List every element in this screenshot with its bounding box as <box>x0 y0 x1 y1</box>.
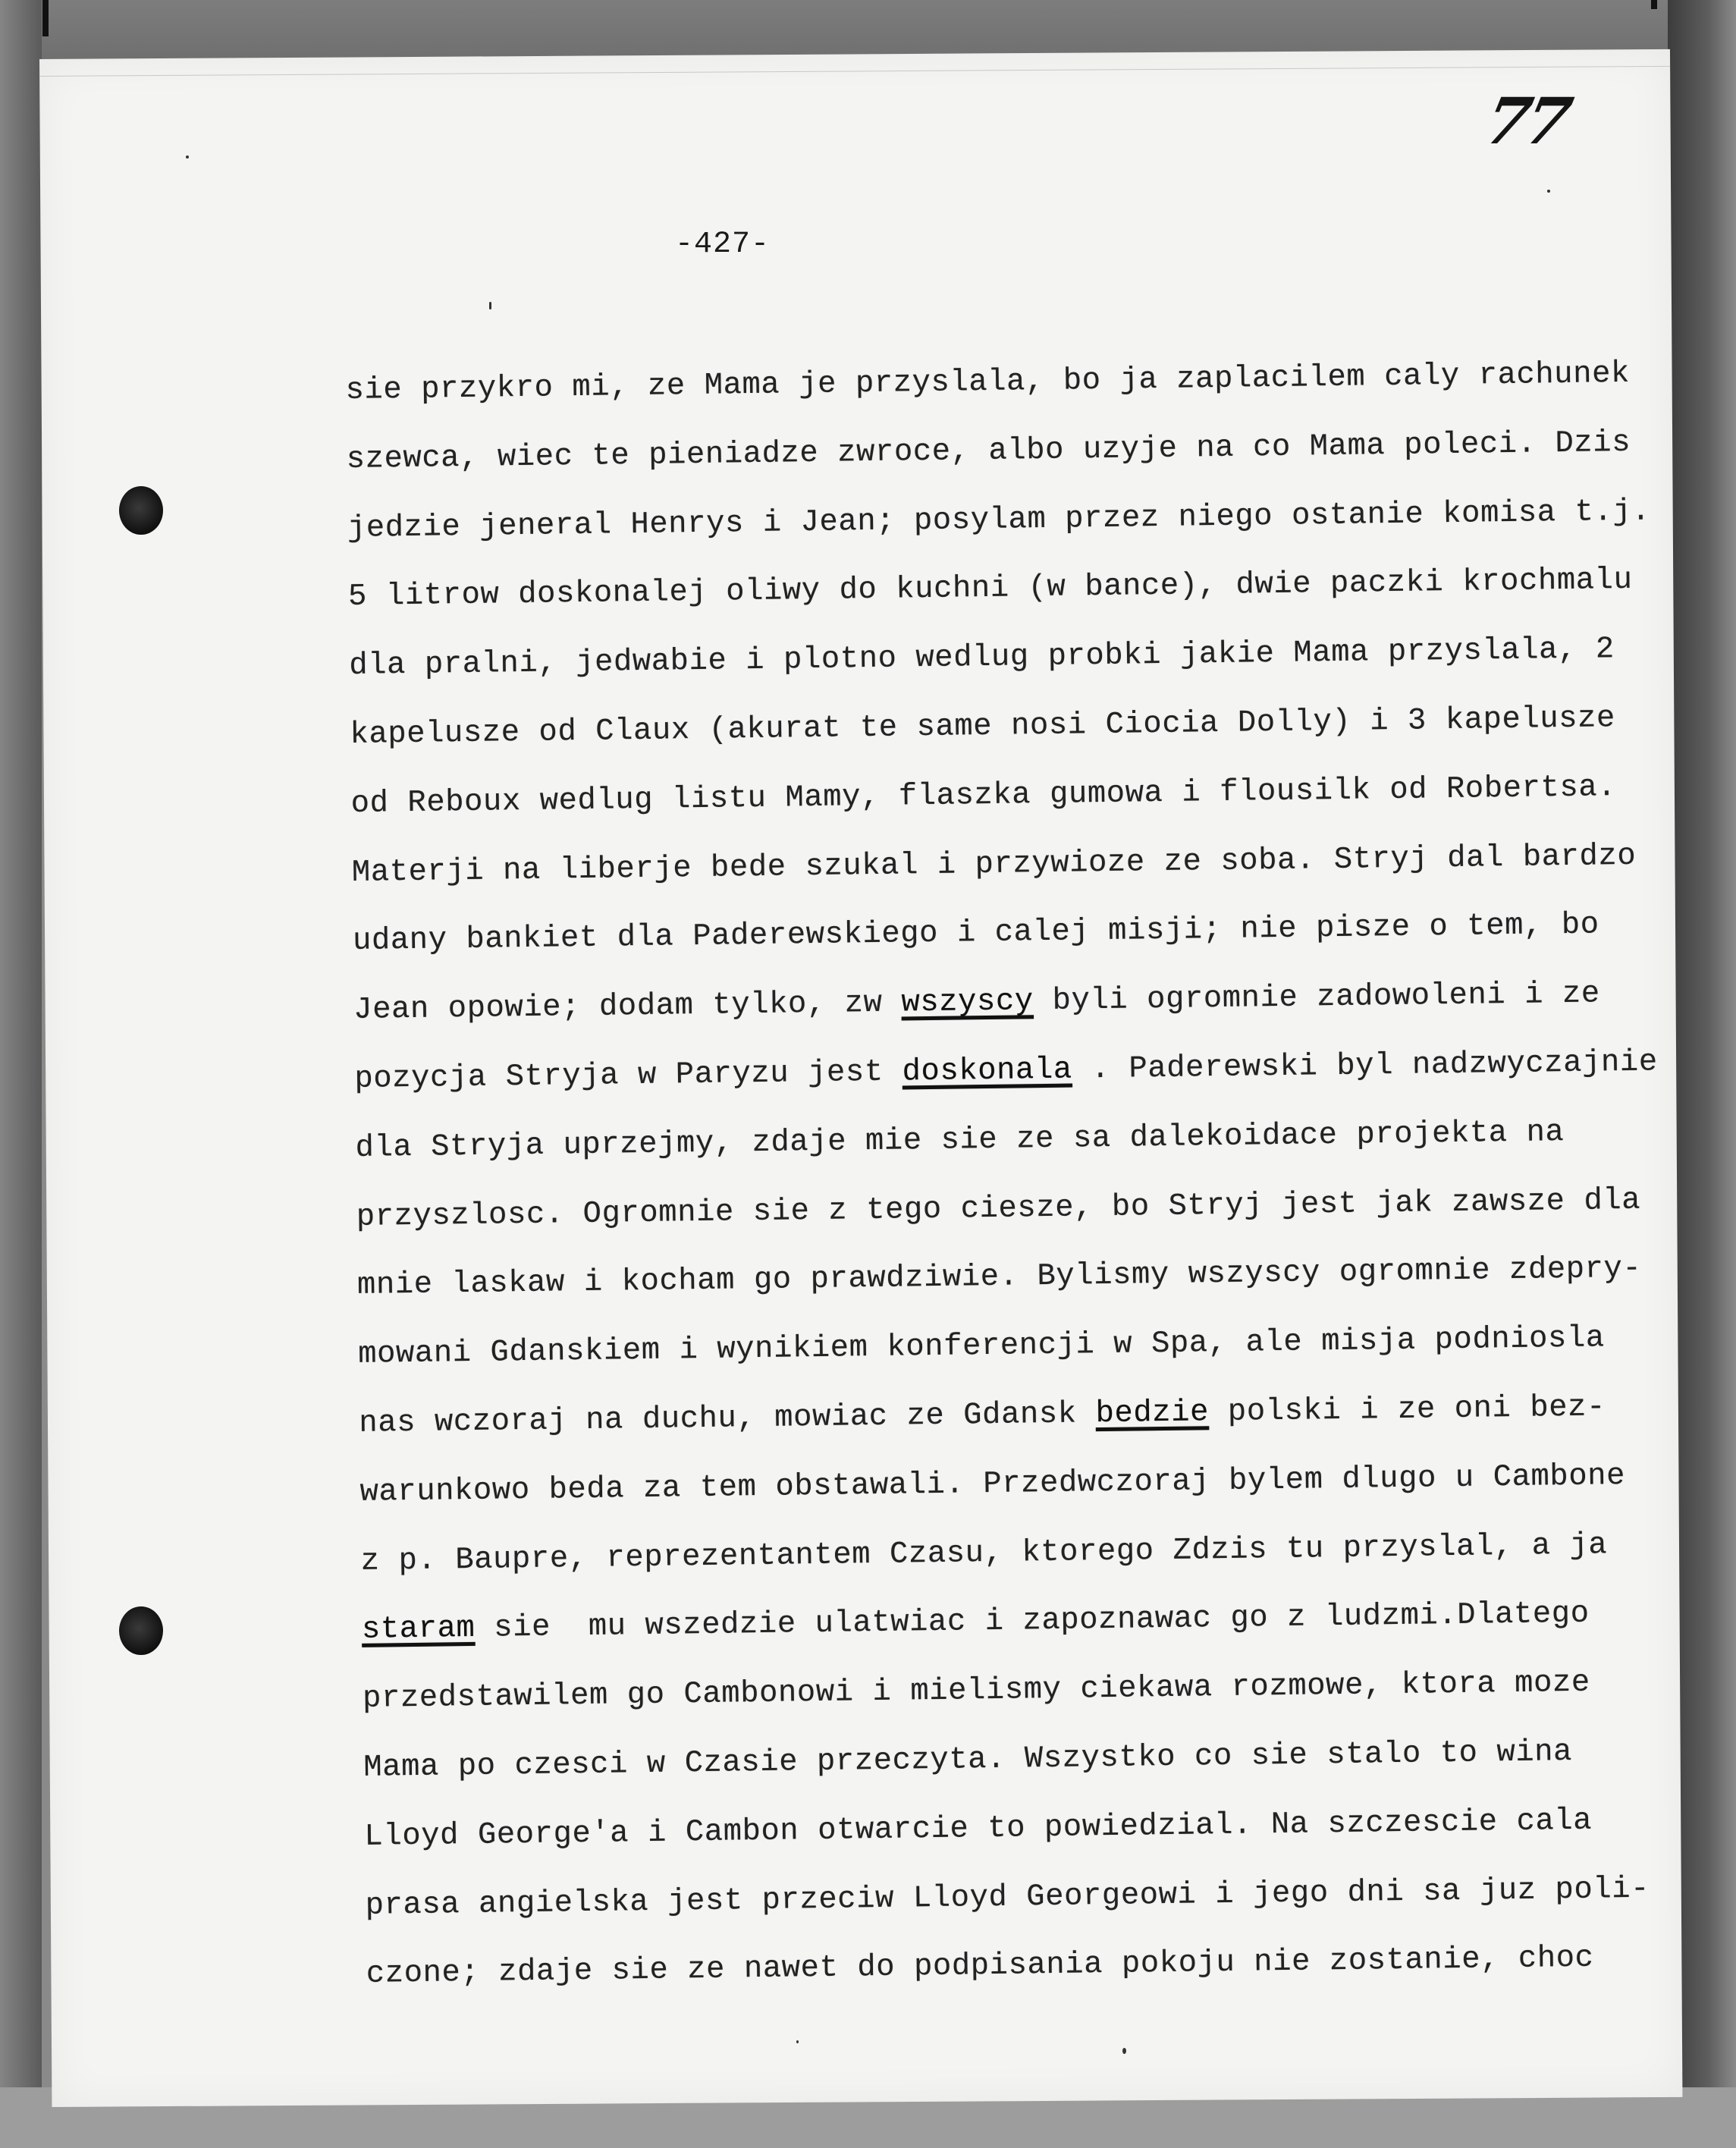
text-line: czone; zdaje sie ze nawet do podpisania pokoju nie zostanie, choc <box>366 1940 1594 1993</box>
text-line: od Reboux wedlug listu Mamy, flaszka gumowa i flousilk od Robertsa. <box>350 769 1617 821</box>
text-line: mnie laskaw i kocham go prawdziwie. Bylismy wszyscy ogromnie zdepry- <box>356 1251 1642 1304</box>
text-segment: polski i ze oni bez- <box>1208 1390 1606 1430</box>
text-line: przedstawilem go Cambonowi i mielismy ciekawa rozmowe, ktora moze <box>362 1665 1591 1716</box>
text-segment: nas wczoraj na duchu, mowiac ze Gdansk <box>359 1396 1096 1441</box>
punch-hole-upper <box>119 486 163 535</box>
text-segment: Jean opowie; dodam tylko, zw <box>353 985 902 1028</box>
text-line: dla Stryja uprzejmy, zdaje mie sie ze sa dalekoidace projekta na <box>355 1114 1565 1166</box>
underlined-word: bedzie <box>1095 1395 1210 1432</box>
scan-speck <box>1122 2048 1126 2054</box>
text-line: warunkowo beda za tem obstawali. Przedwczoraj bylem dlugo u Cambone <box>359 1458 1626 1510</box>
text-line: prasa angielska jest przeciw Lloyd Georgeowi i jego dni sa juz poli- <box>365 1871 1650 1923</box>
underlined-word: staram <box>361 1611 476 1648</box>
punch-hole-lower <box>119 1606 163 1655</box>
scan-speck <box>1547 190 1550 193</box>
scan-speck <box>186 155 189 159</box>
underlined-word: wszyscy <box>901 984 1034 1021</box>
text-line: przyszlosc. Ogromnie sie z tego ciesze, bo Stryj jest jak zawsze dla <box>356 1182 1641 1235</box>
text-line: Mama po czesci w Czasie przeczyta. Wszystko co sie stalo to wina <box>363 1734 1573 1785</box>
text-line: szewca, wiec te pieniadze zwroce, albo uzyje na co Mama poleci. Dzis <box>346 425 1631 477</box>
scan-speck <box>489 302 491 309</box>
scan-speck <box>796 2040 799 2043</box>
handwritten-folio-number: 77 <box>1478 83 1574 159</box>
text-line: Lloyd George'a i Cambon otwarcie to powiedzial. Na szczescie cala <box>364 1803 1593 1854</box>
text-segment: sie mu wszedzie ulatwiac i zapoznawac go z ludzmi.Dlatego <box>475 1597 1590 1647</box>
text-line: udany bankiet dla Paderewskiego i calej misji; nie pisze o tem, bo <box>352 907 1599 959</box>
text-line: jedzie jeneral Henrys i Jean; posylam przez niego ostanie komisa t.j. <box>347 494 1651 546</box>
page-top-rule <box>39 66 1670 77</box>
letter-body <box>345 339 1686 2009</box>
text-segment: pozycja Stryja w Paryzu jest <box>354 1054 903 1097</box>
underlined-word: doskonala <box>902 1052 1073 1090</box>
crop-mark-top-left <box>42 0 49 36</box>
text-line: 5 litrow doskonalej oliwy do kuchni (w bance), dwie paczki krochmalu <box>347 563 1633 615</box>
text-segment: byli ogromnie zadowoleni i ze <box>1033 976 1601 1019</box>
text-line: kapelusze od Claux (akurat te same nosi Ciocia Dolly) i 3 kapelusze <box>350 701 1616 752</box>
text-line: Materji na liberje bede szukal i przywioze ze soba. Stryj dal bardzo <box>351 838 1637 890</box>
microfilm-frame-left <box>0 0 42 2148</box>
text-line: mowani Gdanskiem i wynikiem konferencji w Spa, ale misja podniosla <box>357 1321 1606 1373</box>
text-segment: . Paderewski byl nadzwyczajnie <box>1072 1044 1659 1088</box>
text-line: z p. Baupre, reprezentantem Czasu, ktorego Zdzis tu przyslal, a ja <box>360 1527 1608 1579</box>
crop-mark-top-right <box>1651 0 1657 9</box>
text-line: sie przykro mi, ze Mama je przyslala, bo ja zaplacilem caly rachunek <box>345 356 1631 408</box>
text-line: dla pralni, jedwabie i plotno wedlug probki jakie Mama przyslala, 2 <box>349 632 1615 684</box>
typed-page-number: -427- <box>675 228 771 262</box>
